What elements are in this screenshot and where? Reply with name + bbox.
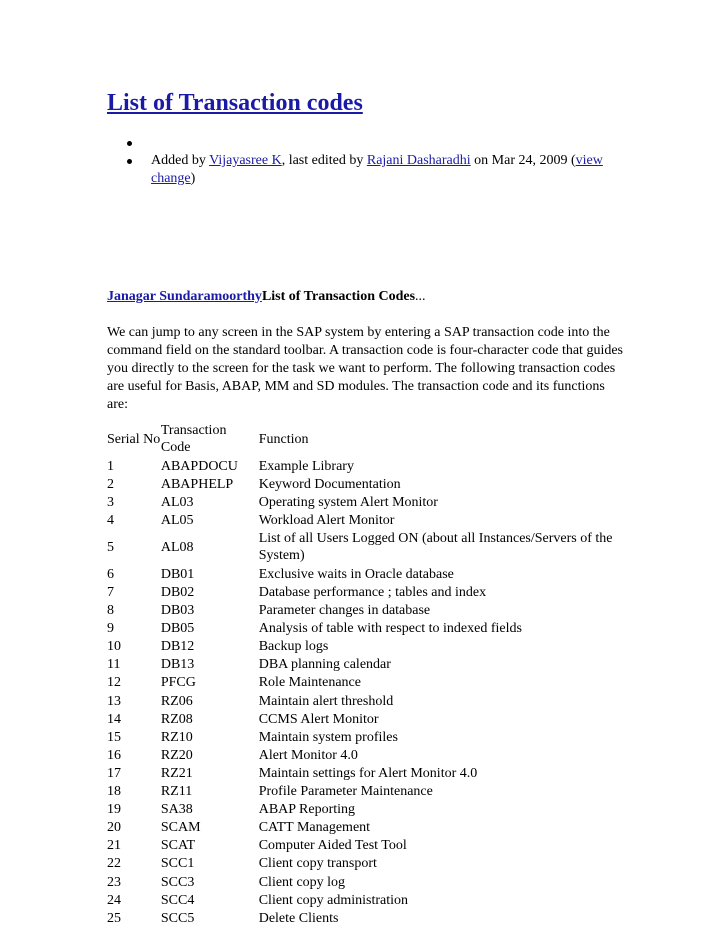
table-row [107, 620, 627, 638]
function-cell: ABAP Reporting [258, 802, 356, 818]
serial-cell: 11 [107, 657, 121, 673]
serial-cell: 22 [107, 856, 121, 872]
table-row [107, 764, 627, 782]
transaction-table [107, 421, 627, 927]
intro-paragraph: We can jump to any screen in the SAP system by entering a SAP transaction code into the command field on the standard toolbar. A transaction code is four-character code that guides you directly to the screen for the task we want to perform. The following transaction codes are useful for Basis, ABAP, MM and SD modules. The transaction code and its functions are: [107, 325, 623, 412]
table-row [107, 783, 627, 801]
serial-cell: 7 [107, 585, 114, 601]
function-cell: Maintain alert threshold [258, 693, 394, 709]
code-cell: SCC5 [160, 910, 195, 926]
table-row [107, 873, 627, 891]
function-cell: List of all Users Logged ON (about all Instances/Servers of the System) [258, 531, 613, 564]
table-row [107, 837, 627, 855]
code-cell: ABAPDOCU [160, 458, 238, 474]
ellipsis: ... [415, 289, 426, 304]
code-cell: RZ06 [160, 693, 193, 709]
function-cell: Profile Parameter Maintenance [258, 784, 433, 800]
function-cell: Workload Alert Monitor [258, 512, 395, 528]
serial-cell: 21 [107, 838, 121, 854]
author-link[interactable]: Janagar Sundaramoorthy [107, 289, 262, 304]
list-item [107, 134, 627, 152]
serial-cell: 20 [107, 820, 121, 836]
function-cell: Computer Aided Test Tool [258, 838, 407, 854]
table-row [107, 583, 627, 601]
function-cell: Analysis of table with respect to indexed fields [258, 621, 522, 637]
added-by-label: Added by [151, 153, 210, 168]
table-row [107, 656, 627, 674]
code-cell: SCC1 [160, 856, 195, 872]
header-serial: Serial No [107, 431, 161, 447]
table-row [107, 909, 627, 927]
edited-by-link[interactable]: Rajani Dasharadhi [366, 153, 471, 168]
serial-cell: 13 [107, 693, 121, 709]
code-cell: RZ21 [160, 765, 193, 781]
table-row [107, 565, 627, 583]
table-row [107, 475, 627, 493]
serial-cell: 25 [107, 910, 121, 926]
serial-cell: 3 [107, 494, 114, 510]
serial-cell: 15 [107, 729, 121, 745]
table-header-row [107, 421, 627, 457]
code-cell: SCAM [160, 820, 201, 836]
table-row [107, 692, 627, 710]
table-row [107, 529, 627, 565]
serial-cell: 9 [107, 621, 114, 637]
serial-cell: 8 [107, 603, 114, 619]
table-row [107, 746, 627, 764]
function-cell: Alert Monitor 4.0 [258, 747, 358, 763]
table-row [107, 511, 627, 529]
serial-cell: 2 [107, 476, 114, 492]
serial-cell: 17 [107, 765, 121, 781]
view-change-link[interactable]: view change [151, 153, 603, 186]
function-cell: Backup logs [258, 639, 329, 655]
code-cell: RZ11 [160, 784, 193, 800]
table-row [107, 801, 627, 819]
header-code: Transaction Code [160, 423, 227, 455]
code-cell: SCC4 [160, 892, 195, 908]
code-cell: RZ10 [160, 729, 193, 745]
function-cell: Exclusive waits in Oracle database [258, 566, 454, 582]
code-cell: DB01 [160, 566, 195, 582]
table-row [107, 602, 627, 620]
function-cell: CATT Management [258, 820, 371, 836]
table-row [107, 855, 627, 873]
code-cell: SA38 [160, 802, 193, 818]
function-cell: Client copy log [258, 874, 346, 890]
close-paren: ) [190, 171, 196, 186]
table-row [107, 674, 627, 692]
page-title: List of Transaction codes [107, 90, 363, 116]
meta-list [107, 134, 627, 188]
serial-cell: 16 [107, 747, 121, 763]
serial-cell: 6 [107, 566, 114, 582]
code-cell: DB13 [160, 657, 195, 673]
table-row [107, 638, 627, 656]
doc-title: List of Transaction Codes [261, 289, 416, 304]
code-cell: SCC3 [160, 874, 195, 890]
table-body [107, 457, 627, 927]
added-by-link[interactable]: Vijayasree K [209, 153, 282, 168]
function-cell: DBA planning calendar [258, 657, 391, 673]
function-cell: Role Maintenance [258, 675, 361, 691]
serial-cell: 14 [107, 711, 121, 727]
code-cell: RZ20 [160, 747, 193, 763]
function-cell: Delete Clients [258, 910, 339, 926]
code-cell: ABAPHELP [160, 476, 234, 492]
table-row [107, 891, 627, 909]
function-cell: Maintain system profiles [258, 729, 398, 745]
code-cell: AL05 [160, 512, 194, 528]
serial-cell: 10 [107, 639, 121, 655]
serial-cell: 23 [107, 874, 121, 890]
table-row [107, 728, 627, 746]
code-cell: DB05 [160, 621, 195, 637]
header-function: Function [258, 431, 309, 447]
list-item [107, 152, 627, 188]
function-cell: Parameter changes in database [258, 603, 431, 619]
function-cell: Maintain settings for Alert Monitor 4.0 [258, 765, 478, 781]
bullet-icon [127, 141, 132, 146]
serial-cell: 19 [107, 802, 121, 818]
code-cell: DB02 [160, 585, 195, 601]
code-cell: DB12 [160, 639, 195, 655]
function-cell: Client copy administration [258, 892, 409, 908]
function-cell: CCMS Alert Monitor [258, 711, 379, 727]
serial-cell: 12 [107, 675, 121, 691]
edited-by-label: , last edited by [281, 153, 367, 168]
serial-cell: 4 [107, 512, 114, 528]
code-cell: AL03 [160, 494, 194, 510]
function-cell: Database performance ; tables and index [258, 585, 487, 601]
bullet-icon [127, 159, 132, 164]
code-cell: PFCG [160, 675, 196, 691]
function-cell: Client copy transport [258, 856, 377, 872]
code-cell: DB03 [160, 603, 195, 619]
serial-cell: 5 [107, 539, 114, 555]
code-cell: RZ08 [160, 711, 193, 727]
table-row [107, 710, 627, 728]
table-row [107, 457, 627, 475]
function-cell: Keyword Documentation [258, 476, 401, 492]
function-cell: Operating system Alert Monitor [258, 494, 438, 510]
serial-cell: 18 [107, 784, 121, 800]
table-row [107, 493, 627, 511]
serial-cell: 1 [107, 458, 114, 474]
code-cell: SCAT [160, 838, 196, 854]
code-cell: AL08 [160, 539, 194, 555]
table-row [107, 819, 627, 837]
byline [107, 289, 426, 305]
date-text: on Mar 24, 2009 ( [470, 153, 576, 168]
function-cell: Example Library [258, 458, 354, 474]
serial-cell: 24 [107, 892, 121, 908]
